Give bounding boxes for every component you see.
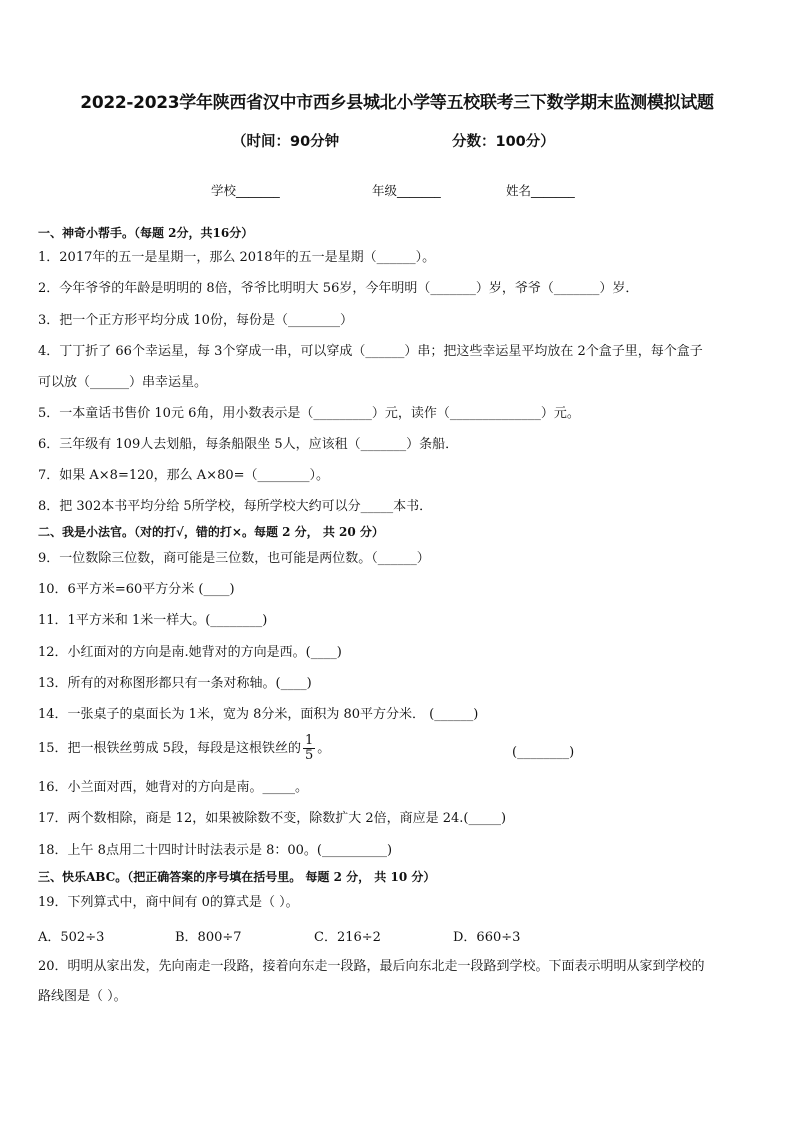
question-19: 19．下列算式中，商中间有 0的算式是（ ）。 xyxy=(38,895,299,910)
option-b: B．800÷7 xyxy=(175,930,242,945)
question-15-end: 。 xyxy=(317,741,331,756)
question-9: 9．一位数除三位数，商可能是三位数，也可能是两位数。（______） xyxy=(38,551,430,566)
question-1: 1．2017年的五一是星期一，那么 2018年的五一是星期（______）。 xyxy=(38,250,436,265)
question-7: 7．如果 A×8=120，那么 A×80=（________）。 xyxy=(38,468,330,483)
question-13: 13．所有的对称图形都只有一条对称轴。(____) xyxy=(38,676,312,691)
question-15 xyxy=(38,734,330,763)
school-field: 学校_______ xyxy=(211,183,280,198)
fraction-denominator: 5 xyxy=(304,748,314,763)
option-c: C．216÷2 xyxy=(314,930,381,945)
fraction-numerator: 1 xyxy=(304,733,314,748)
question-8: 8．把 302本书平均分给 5所学校，每所学校大约可以分_____本书． xyxy=(38,499,433,514)
question-11: 11．1平方米和 1米一样大。(________) xyxy=(38,613,268,628)
option-d: D．660÷3 xyxy=(453,930,521,945)
name-field: 姓名_______ xyxy=(506,183,575,198)
question-5: 5．一本童话书售价 10元 6角，用小数表示是（_________）元，读作（______________）元。 xyxy=(38,406,580,421)
question-18: 18．上午 8点用二十四时计时法表示是 8：00。(__________) xyxy=(38,843,393,858)
question-15-blank: (________) xyxy=(512,745,575,760)
question-14: 14．一张桌子的桌面长为 1米，宽为 8分米，面积为 80平方分米． (______) xyxy=(38,707,479,722)
question-12: 12．小红面对的方向是南.她背对的方向是西。(____) xyxy=(38,645,342,660)
question-3: 3．把一个正方形平均分成 10份，每份是（________） xyxy=(38,313,353,328)
question-17: 17．两个数相除，商是 12，如果被除数不变，除数扩大 2倍，商应是 24.(_____) xyxy=(38,811,507,826)
grade-field: 年级_______ xyxy=(372,183,441,198)
option-a: A．502÷3 xyxy=(38,930,105,945)
section-1-heading: 一、神奇小帮手。（每题 2分，共16分） xyxy=(38,226,254,240)
question-20-line2: 路线图是（ ）。 xyxy=(38,989,127,1004)
section-3-heading: 三、快乐ABC。（把正确答案的序号填在括号里。 每题 2 分， 共 10 分） xyxy=(38,870,436,884)
page-title: 2022-2023学年陕西省汉中市西乡县城北小学等五校联考三下数学期末监测模拟试题 xyxy=(80,93,714,113)
question-4-line1: 4．丁丁折了 66个幸运星，每 3个穿成一串，可以穿成（______）串；把这些幸运星平均放在 2个盒子里，每个盒子 xyxy=(38,344,703,359)
question-6: 6．三年级有 109人去划船，每条船限坐 5人，应该租（_______）条船． xyxy=(38,437,459,452)
fraction-one-fifth xyxy=(303,734,315,763)
question-4-line2: 可以放（______）串幸运星。 xyxy=(38,375,208,390)
section-2-heading: 二、我是小法官。（对的打√，错的打×。每题 2 分， 共 20 分） xyxy=(38,525,384,539)
question-20-line1: 20．明明从家出发，先向南走一段路，接着向东走一段路，最后向东北走一段路到学校。下面表示明明从家到学校的 xyxy=(38,959,705,974)
question-10: 10．6平方米=60平方分米 (____) xyxy=(38,582,235,597)
time-limit: （时间：90分钟 xyxy=(232,134,340,150)
question-2: 2．今年爷爷的年龄是明明的 8倍，爷爷比明明大 56岁，今年明明（_______）岁，爷爷（_______）岁． xyxy=(38,281,639,296)
question-16: 16．小兰面对西，她背对的方向是南。_____。 xyxy=(38,780,309,795)
question-15-text: 15．把一根铁丝剪成 5段，每段是这根铁丝的 xyxy=(38,741,301,756)
total-score: 分数：100分） xyxy=(452,134,555,150)
